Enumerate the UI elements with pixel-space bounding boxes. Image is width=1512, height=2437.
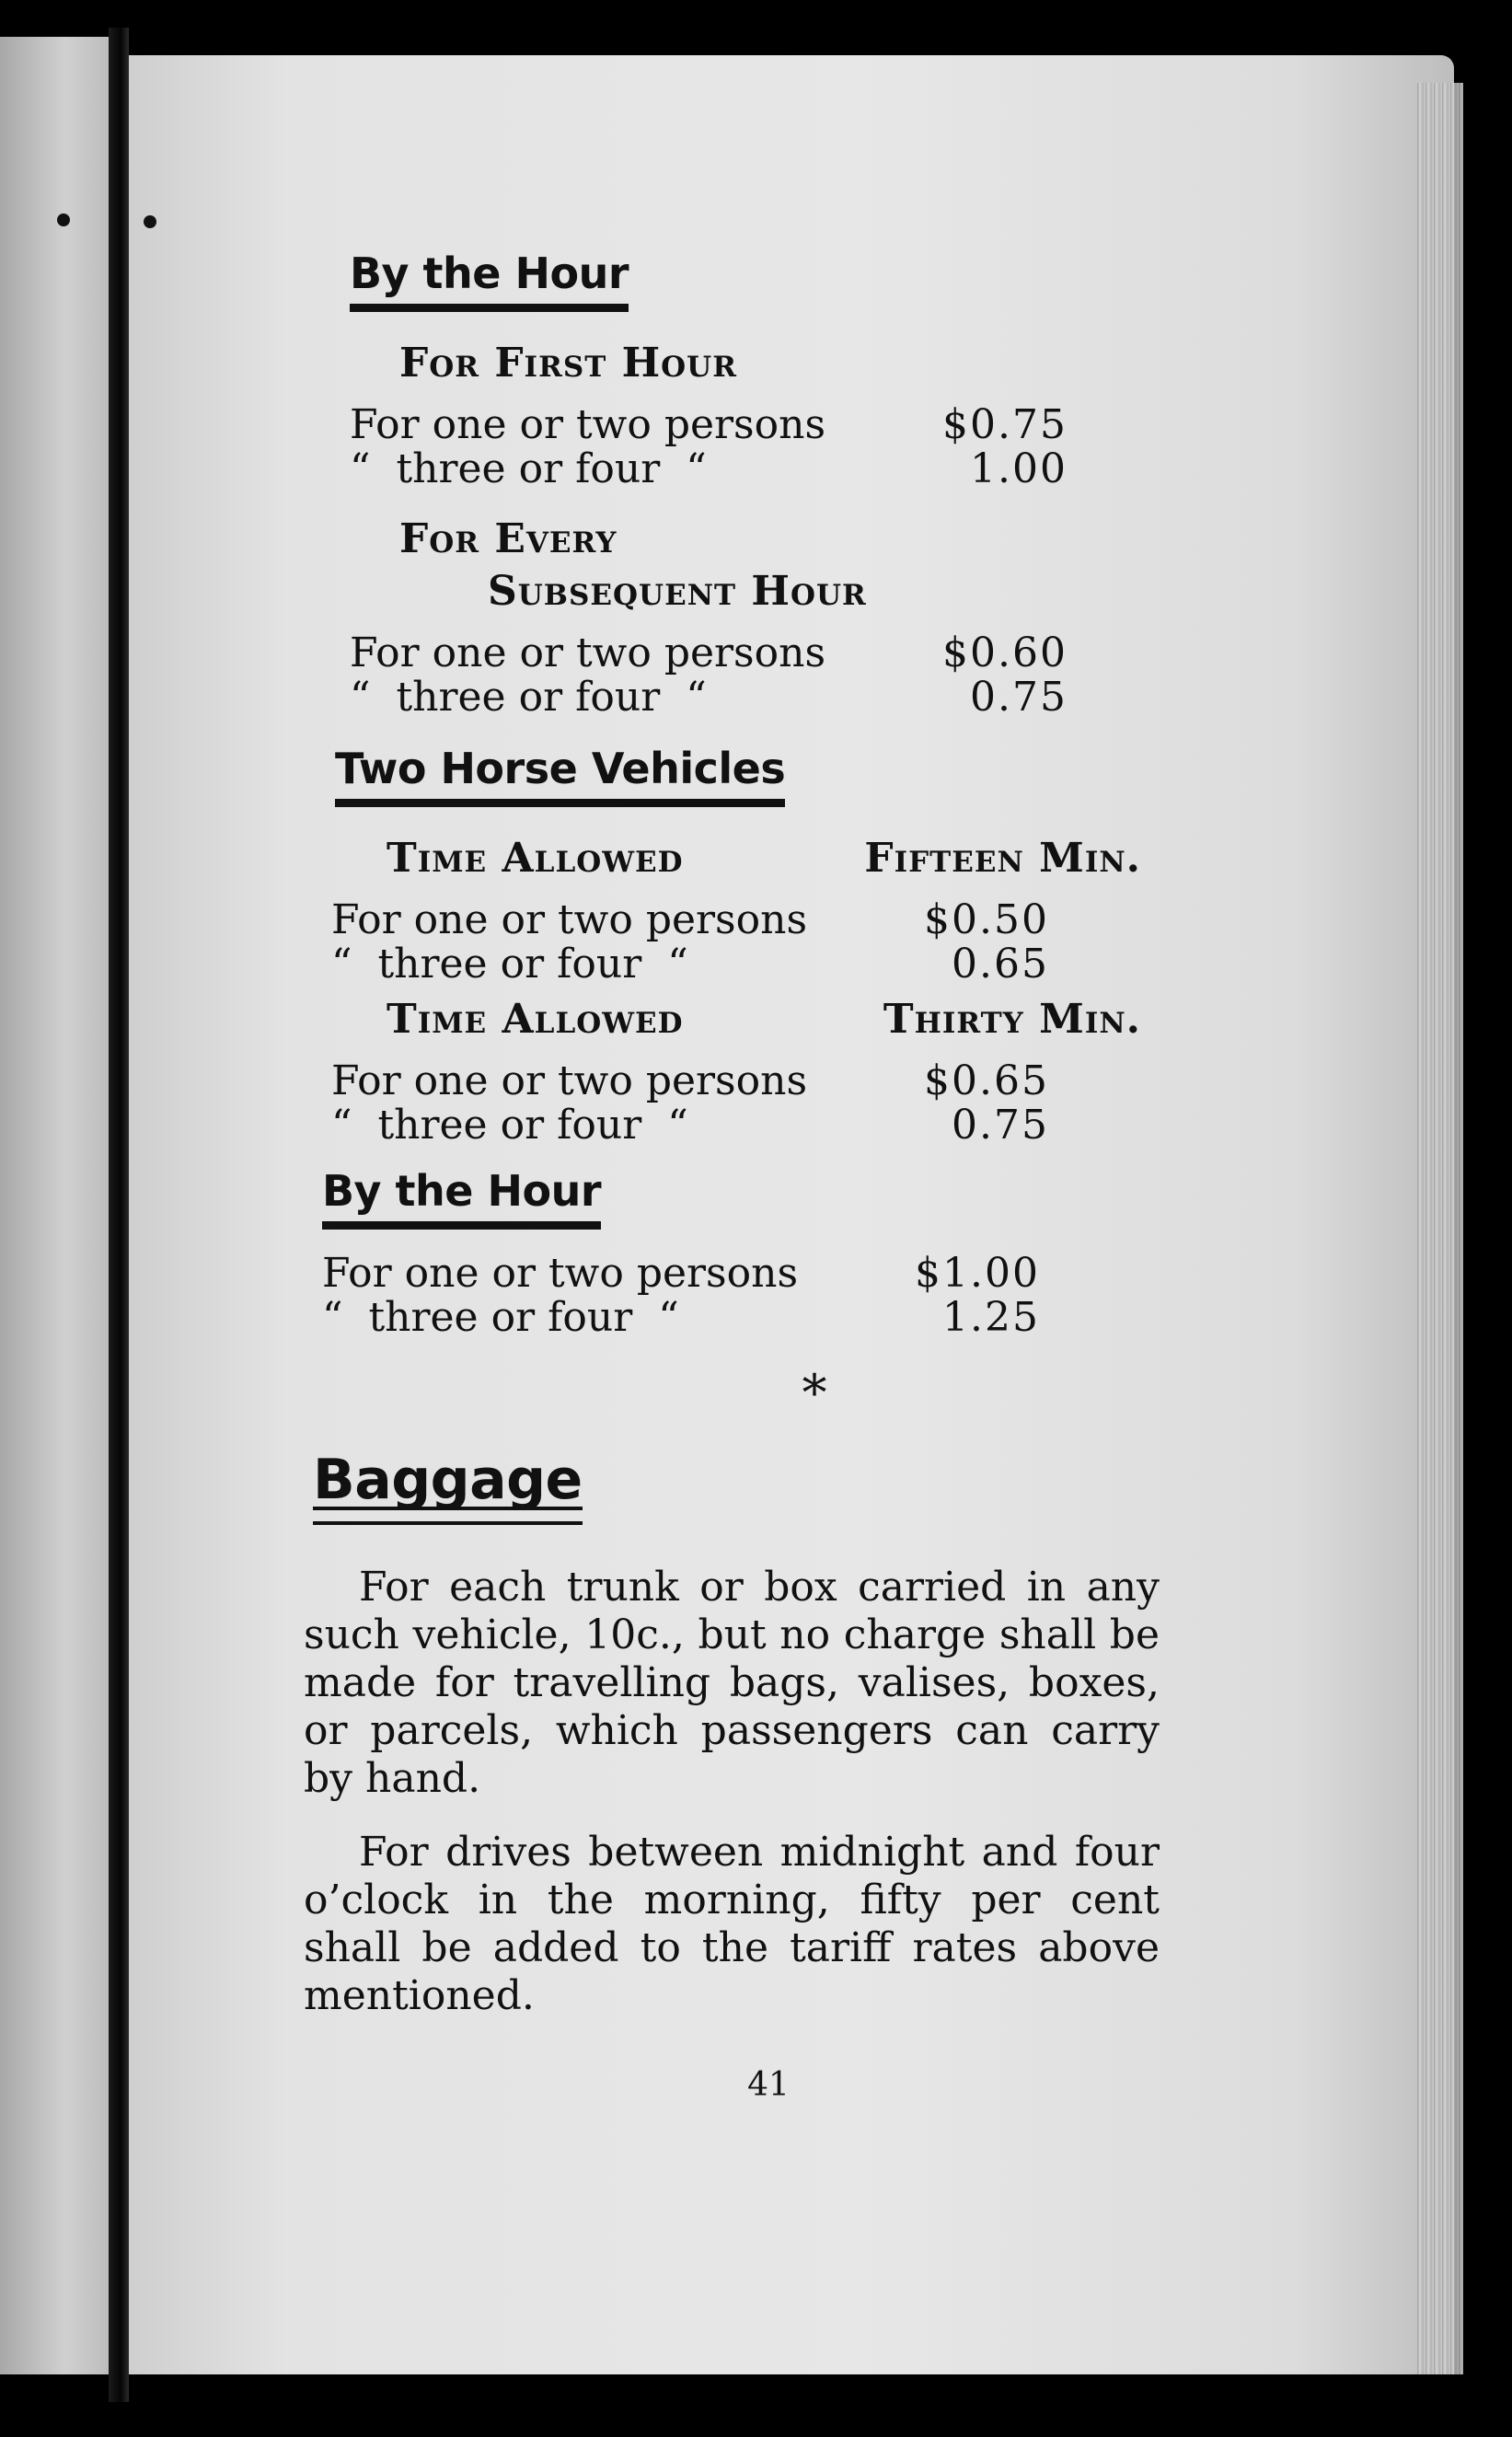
rate-row	[322, 1296, 1040, 1340]
rate-row	[331, 898, 1049, 942]
rate-rows	[331, 898, 1178, 987]
time-allowed-label: Time Allowed	[387, 835, 684, 882]
section-heading-by-the-hour-2: By the Hour	[322, 1166, 601, 1230]
rate-row	[350, 447, 1068, 491]
rate-rows	[322, 1252, 1178, 1340]
rate-price: $0.50	[924, 896, 1049, 943]
rate-price: 0.75	[970, 674, 1068, 721]
subhead-every: For Every	[399, 515, 617, 562]
rate-label: For one or two persons	[331, 896, 808, 943]
section-separator: *	[802, 1364, 827, 1422]
baggage-paragraph: For each trunk or box carried in any such vehicle, 10c., but no charge shall be made for travelling bags, valises, boxes, or parcels, which passengers can carry by hand.	[304, 1564, 1160, 1802]
page-content	[304, 248, 1178, 2104]
night-surcharge-paragraph: For drives between midnight and four o’clock in the morning, fifty per cent shall be added to the tariff rates above mentioned.	[304, 1829, 1160, 2019]
time-allowed-label: Time Allowed	[387, 996, 684, 1043]
time-allowed-thirty	[387, 996, 1141, 1043]
rate-label: “ three or four “	[350, 445, 707, 492]
rate-rows	[331, 1059, 1178, 1148]
rate-row	[331, 1059, 1049, 1103]
rate-rows	[350, 631, 1178, 720]
rate-row	[350, 403, 1068, 447]
rate-price: $0.75	[942, 401, 1068, 448]
section-heading-two-horse-vehicles: Two Horse Vehicles	[335, 744, 785, 807]
speck-mark	[144, 215, 156, 228]
rate-row	[331, 942, 1049, 987]
rate-label: “ three or four “	[350, 674, 707, 721]
rate-price: 0.75	[952, 1102, 1049, 1149]
rate-row	[350, 676, 1068, 720]
rate-label: “ three or four “	[331, 1102, 688, 1149]
rate-rows	[350, 403, 1178, 491]
time-allowed-value: Thirty Min.	[883, 996, 1141, 1043]
subhead-first-hour: For First Hour	[399, 340, 737, 387]
rate-label: For one or two persons	[350, 401, 826, 448]
rate-label: For one or two persons	[350, 629, 826, 676]
rate-label: For one or two persons	[331, 1057, 808, 1104]
rate-label: For one or two persons	[322, 1250, 799, 1297]
page-edges	[1417, 83, 1463, 2374]
time-allowed-fifteen	[387, 835, 1141, 882]
rate-price: $1.00	[915, 1250, 1040, 1297]
rate-row	[331, 1103, 1049, 1148]
rate-price: 1.25	[942, 1294, 1040, 1341]
speck-mark	[57, 214, 70, 226]
time-allowed-value: Fifteen Min.	[864, 835, 1141, 882]
rate-price: $0.60	[942, 629, 1068, 676]
page-number: 41	[747, 2066, 790, 2104]
subhead-subsequent-hour: Subsequent Hour	[488, 568, 867, 615]
rate-label: “ three or four “	[331, 941, 688, 988]
rate-price: $0.65	[924, 1057, 1049, 1104]
rate-label: “ three or four “	[322, 1294, 679, 1341]
section-heading-by-the-hour: By the Hour	[350, 248, 629, 312]
facing-page	[0, 37, 109, 2374]
rate-price: 1.00	[970, 445, 1068, 492]
book-gutter	[109, 28, 129, 2402]
rate-row	[350, 631, 1068, 676]
section-heading-baggage: Baggage	[313, 1448, 583, 1521]
rate-row	[322, 1252, 1040, 1296]
rate-price: 0.65	[952, 941, 1049, 988]
